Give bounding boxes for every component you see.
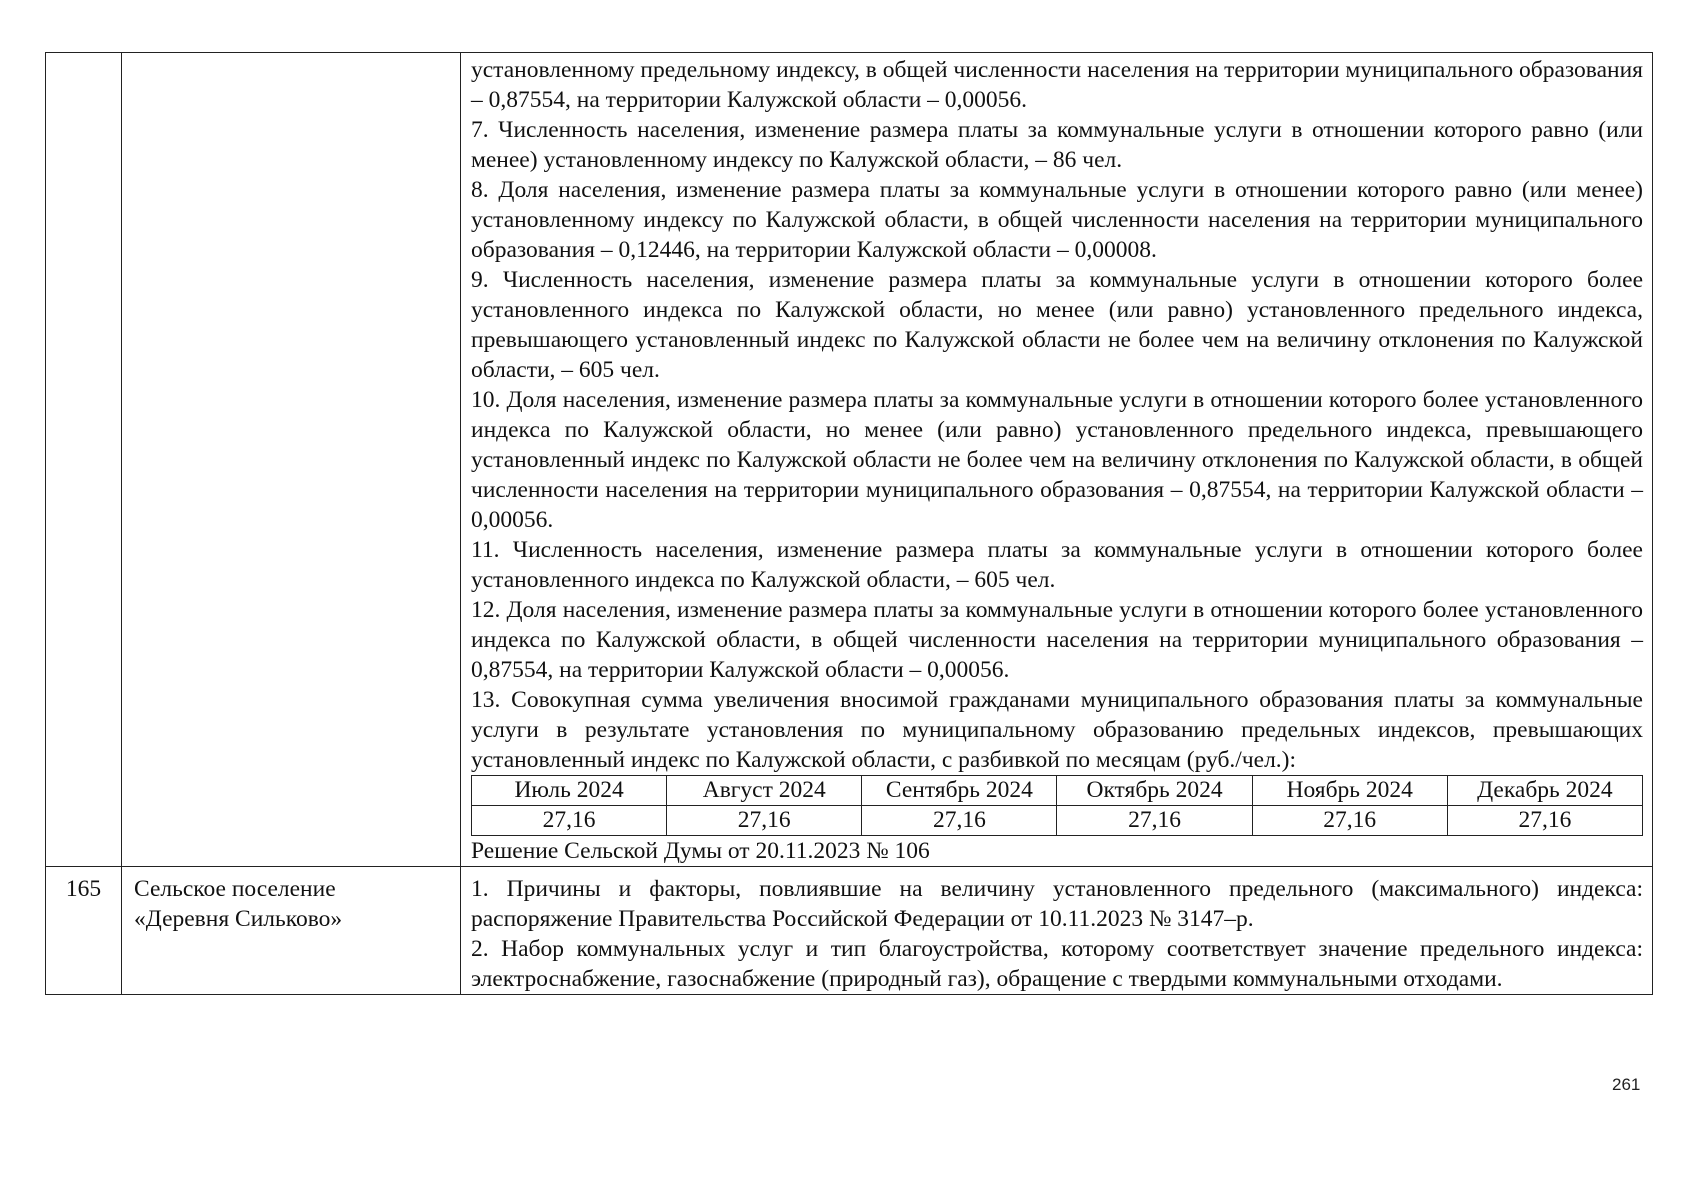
indicators-cell — [461, 867, 1653, 995]
month-value: 27,16 — [667, 806, 862, 836]
index-table — [45, 52, 1653, 995]
indicator-paragraph: 7. Численность населения, изменение размера платы за коммунальные услуги в отношении которого равно (или менее) установленному индексу по Калужской области, – 86 чел. — [471, 117, 1643, 173]
table-row — [46, 867, 1653, 995]
table-row-continuation — [46, 53, 1653, 867]
row-number-cell — [46, 53, 122, 867]
indicator-paragraph: 10. Доля населения, изменение размера платы за коммунальные услуги в отношении которого более установленного индекса по Калужской области, но менее (или равно) установленного предельного индекса, превышающего установленный индекс по Калужской области не более чем на величину отклонения по Калужской области, в общей численности населения на территории муниципального образования – 0,87554, на территории Калужской области – 0,00056. — [471, 387, 1643, 533]
municipality-name-line: Сельское поселение — [134, 876, 336, 902]
month-value-row — [472, 806, 1643, 836]
municipality-name-cell — [122, 53, 461, 867]
municipality-name-cell — [122, 867, 461, 995]
month-header: Август 2024 — [667, 776, 862, 806]
indicator-paragraph: 2. Набор коммунальных услуг и тип благоустройства, которому соответствует значение предельного индекса: электроснабжение, газоснабжение (природный газ), обращение с твердыми коммунальными отходами. — [471, 936, 1643, 992]
month-header: Сентябрь 2024 — [862, 776, 1057, 806]
indicator-paragraph: 13. Совокупная сумма увеличения вносимой гражданами муниципального образования платы за коммунальные услуги в результате установления по муниципальному образованию предельных индексов, превышающих установленный индекс по Калужской области, с разбивкой по месяцам (руб./чел.): — [471, 687, 1643, 773]
month-value: 27,16 — [1252, 806, 1447, 836]
month-header: Декабрь 2024 — [1447, 776, 1642, 806]
indicators-cell — [461, 53, 1653, 867]
month-header: Июль 2024 — [472, 776, 667, 806]
indicator-paragraph: 9. Численность населения, изменение размера платы за коммунальные услуги в отношении которого более установленного индекса по Калужской области, но менее (или равно) установленного предельного индекса, превышающего установленный индекс по Калужской области не более чем на величину отклонения по Калужской области, – 605 чел. — [471, 267, 1643, 383]
indicator-paragraph: 11. Численность населения, изменение размера платы за коммунальные услуги в отношении которого более установленного индекса по Калужской области, – 605 чел. — [471, 537, 1643, 593]
indicator-paragraph: 8. Доля населения, изменение размера платы за коммунальные услуги в отношении которого равно (или менее) установленному индексу по Калужской области, в общей численности населения на территории муниципального образования – 0,12446, на территории Калужской области – 0,00008. — [471, 177, 1643, 263]
month-value: 27,16 — [1057, 806, 1252, 836]
municipality-name-line: «Деревня Сильково» — [134, 906, 343, 932]
indicator-paragraph: 1. Причины и факторы, повлиявшие на величину установленного предельного (максимального) индекса: распоряжение Правительства Российской Федерации от 10.11.2023 № 3147–р. — [471, 876, 1643, 932]
month-value: 27,16 — [1447, 806, 1642, 836]
page-number: 261 — [1612, 1075, 1641, 1094]
indicator-paragraph: установленному предельному индексу, в общей численности населения на территории муниципального образования – 0,87554, на территории Калужской области – 0,00056. — [471, 57, 1643, 113]
month-value: 27,16 — [472, 806, 667, 836]
month-header: Октябрь 2024 — [1057, 776, 1252, 806]
monthly-increase-table — [471, 775, 1643, 836]
month-header: Ноябрь 2024 — [1252, 776, 1447, 806]
month-value: 27,16 — [862, 806, 1057, 836]
month-header-row — [472, 776, 1643, 806]
decision-reference: Решение Сельской Думы от 20.11.2023 № 106 — [471, 838, 930, 864]
indicator-paragraph: 12. Доля населения, изменение размера платы за коммунальные услуги в отношении которого более установленного индекса по Калужской области, в общей численности населения на территории муниципального образования – 0,87554, на территории Калужской области – 0,00056. — [471, 597, 1643, 683]
row-number-cell: 165 — [46, 867, 122, 995]
